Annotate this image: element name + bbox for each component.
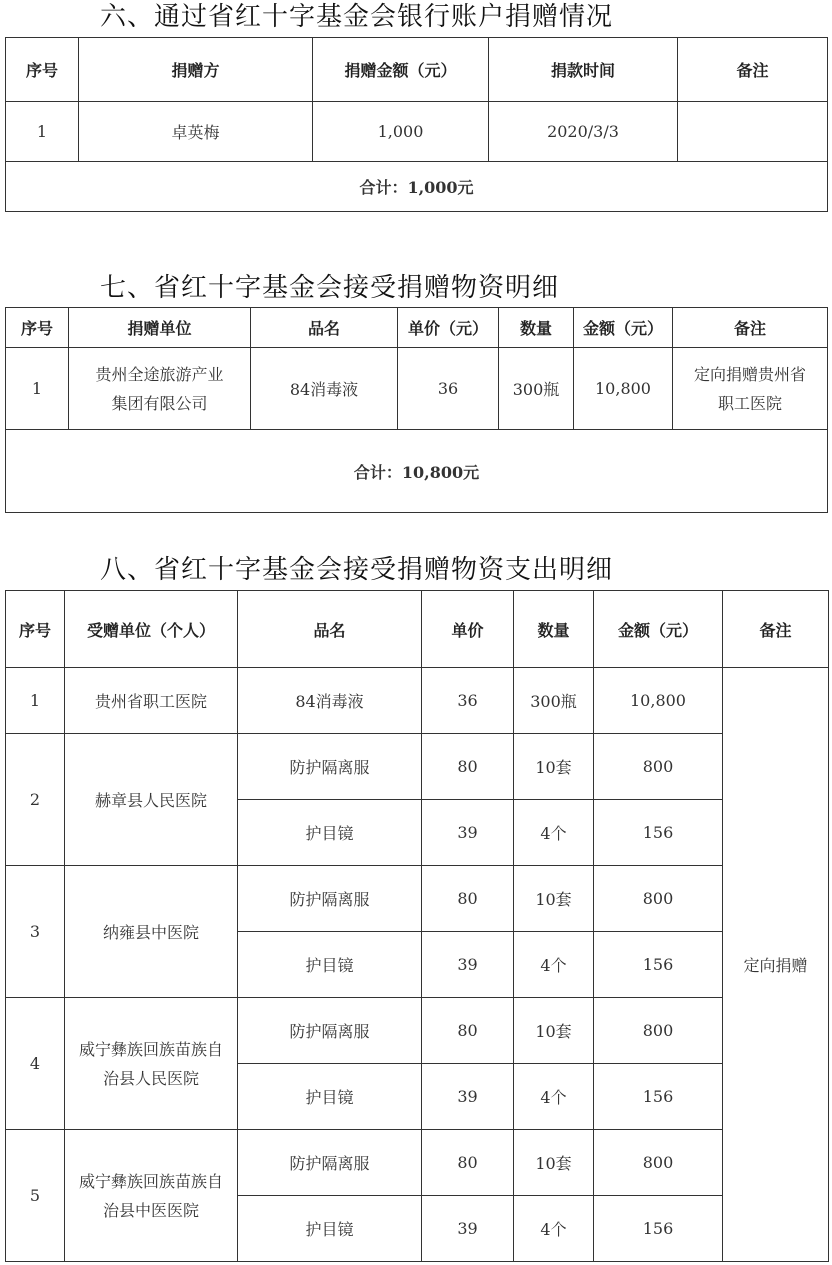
- cell-amount: 10,800: [574, 348, 673, 430]
- cell-recipient: 赫章县人民医院: [65, 734, 238, 866]
- cell-qty: 10套: [514, 1130, 594, 1196]
- header-cell: 备注: [673, 308, 828, 348]
- recipient-line: 威宁彝族回族苗族自: [78, 1039, 223, 1059]
- cell-price: 80: [422, 734, 514, 800]
- table-row: [6, 998, 829, 1064]
- header-cell: 数量: [514, 591, 594, 668]
- header-cell: 捐赠方: [79, 38, 313, 102]
- cell-amount: 800: [594, 734, 723, 800]
- cell-price: 39: [422, 1064, 514, 1130]
- cell-qty: 10套: [514, 734, 594, 800]
- cell-recipient: [65, 1130, 238, 1262]
- cell-qty: 4个: [514, 1064, 594, 1130]
- material-expense-table: [5, 590, 829, 1262]
- cell-qty: 300瓶: [514, 668, 594, 734]
- cell-no: 4: [6, 998, 65, 1130]
- header-cell: 序号: [6, 591, 65, 668]
- cell-amount: 1,000: [313, 102, 489, 162]
- total-cell: 合计：1,000元: [6, 162, 828, 212]
- cell-no: 1: [6, 102, 79, 162]
- cell-amount: 156: [594, 932, 723, 998]
- cell-no: 2: [6, 734, 65, 866]
- header-cell: 金额（元）: [574, 308, 673, 348]
- table-row: [6, 668, 829, 734]
- cell-amount: 10,800: [594, 668, 723, 734]
- cell-price: 80: [422, 866, 514, 932]
- cell-price: 39: [422, 800, 514, 866]
- cell-no: 3: [6, 866, 65, 998]
- cell-price: 36: [422, 668, 514, 734]
- cell-amount: 800: [594, 998, 723, 1064]
- table-row: [6, 734, 829, 800]
- section-7-title: 七、省红十字基金会接受捐赠物资明细: [100, 273, 560, 303]
- cell-no: 1: [6, 668, 65, 734]
- cell-amount: 156: [594, 1196, 723, 1262]
- cell-donor: [69, 348, 251, 430]
- cell-item: 护目镜: [238, 1064, 422, 1130]
- table-row: [6, 1130, 829, 1196]
- cell-price: 80: [422, 998, 514, 1064]
- bank-donation-table: [5, 37, 828, 212]
- cell-item: 防护隔离服: [238, 734, 422, 800]
- donor-line: 贵州全途旅游产业: [95, 364, 224, 384]
- cell-amount: 156: [594, 1064, 723, 1130]
- cell-qty: 10套: [514, 998, 594, 1064]
- header-cell: 单价（元）: [398, 308, 499, 348]
- cell-item: 防护隔离服: [238, 998, 422, 1064]
- cell-recipient: 贵州省职工医院: [65, 668, 238, 734]
- table-header-row: [6, 38, 828, 102]
- cell-item: 防护隔离服: [238, 1130, 422, 1196]
- cell-item: 84消毒液: [251, 348, 398, 430]
- cell-qty: 300瓶: [499, 348, 574, 430]
- donor-line: 集团有限公司: [111, 393, 208, 413]
- cell-item: 护目镜: [238, 932, 422, 998]
- header-cell: 金额（元）: [594, 591, 723, 668]
- section-6-title: 六、通过省红十字基金会银行账户捐赠情况: [100, 2, 614, 32]
- cell-note: 定向捐赠: [723, 668, 829, 1262]
- header-cell: 捐款时间: [489, 38, 678, 102]
- cell-note: [673, 348, 828, 430]
- cell-qty: 10套: [514, 866, 594, 932]
- cell-amount: 800: [594, 866, 723, 932]
- material-donation-table: [5, 307, 828, 513]
- header-cell: 数量: [499, 308, 574, 348]
- cell-amount: 156: [594, 800, 723, 866]
- note-line: 职工医院: [717, 393, 782, 413]
- header-cell: 备注: [723, 591, 829, 668]
- cell-price: 39: [422, 1196, 514, 1262]
- table-row: [6, 348, 828, 430]
- table-row: [6, 866, 829, 932]
- table-header-row: [6, 591, 829, 668]
- header-cell: 单价: [422, 591, 514, 668]
- cell-item: 防护隔离服: [238, 866, 422, 932]
- cell-price: 80: [422, 1130, 514, 1196]
- cell-date: 2020/3/3: [489, 102, 678, 162]
- table-row: [6, 102, 828, 162]
- total-cell: 合计：10,800元: [6, 430, 828, 513]
- recipient-line: 威宁彝族回族苗族自: [78, 1171, 223, 1191]
- cell-qty: 4个: [514, 1196, 594, 1262]
- header-cell: 品名: [251, 308, 398, 348]
- cell-price: 36: [398, 348, 499, 430]
- header-cell: 序号: [6, 308, 69, 348]
- total-row: [6, 430, 828, 513]
- cell-qty: 4个: [514, 800, 594, 866]
- cell-recipient: [65, 998, 238, 1130]
- cell-item: 护目镜: [238, 1196, 422, 1262]
- section-8-title: 八、省红十字基金会接受捐赠物资支出明细: [100, 555, 614, 585]
- header-cell: 捐赠金额（元）: [313, 38, 489, 102]
- header-cell: 序号: [6, 38, 79, 102]
- cell-note: [678, 102, 828, 162]
- cell-no: 5: [6, 1130, 65, 1262]
- cell-donor: 卓英梅: [79, 102, 313, 162]
- cell-item: 护目镜: [238, 800, 422, 866]
- header-cell: 受赠单位（个人）: [65, 591, 238, 668]
- cell-no: 1: [6, 348, 69, 430]
- note-line: 定向捐赠贵州省: [693, 364, 806, 384]
- cell-item: 84消毒液: [238, 668, 422, 734]
- header-cell: 捐赠单位: [69, 308, 251, 348]
- cell-amount: 800: [594, 1130, 723, 1196]
- total-row: [6, 162, 828, 212]
- cell-price: 39: [422, 932, 514, 998]
- table-header-row: [6, 308, 828, 348]
- header-cell: 品名: [238, 591, 422, 668]
- header-cell: 备注: [678, 38, 828, 102]
- recipient-line: 治县中医医院: [102, 1200, 199, 1220]
- cell-recipient: 纳雍县中医院: [65, 866, 238, 998]
- cell-qty: 4个: [514, 932, 594, 998]
- recipient-line: 治县人民医院: [102, 1068, 199, 1088]
